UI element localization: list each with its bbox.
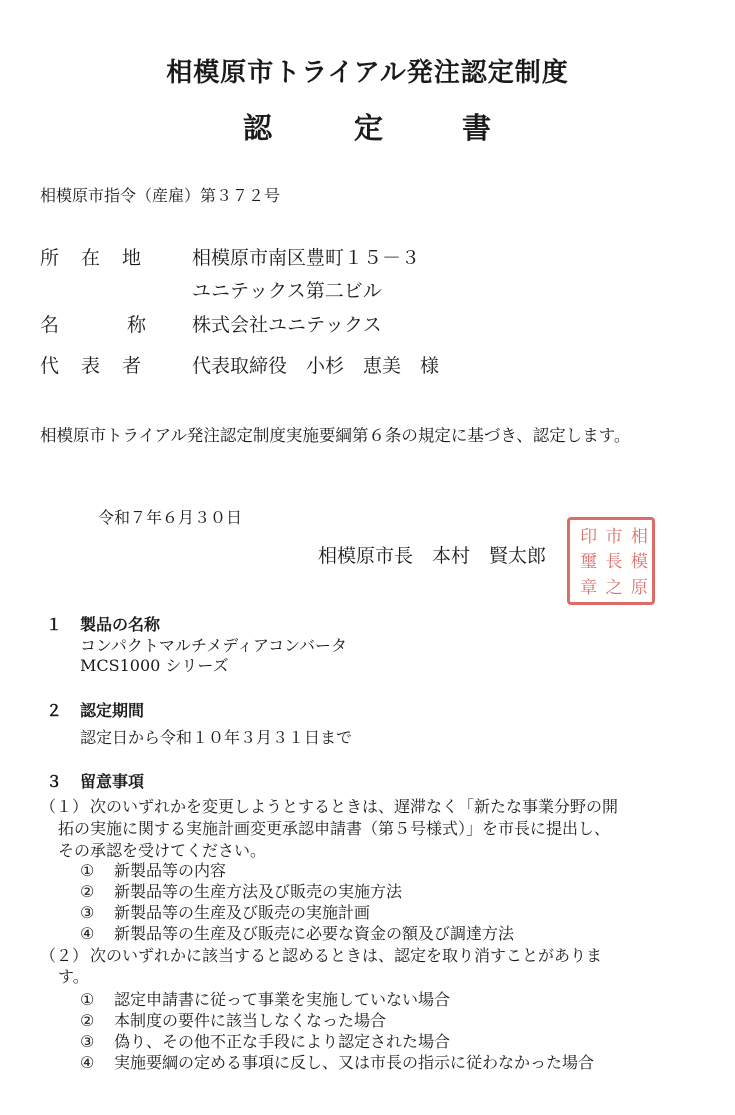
list-item — [80, 1008, 386, 1031]
item-text: 新製品等の内容 — [114, 861, 227, 880]
seal-char: 模 — [626, 552, 647, 570]
list-item — [80, 1050, 594, 1073]
paragraph-1-line2: 拓の実施に関する実施計画変更承認申請書（第５号様式）」を市長に提出し、 — [58, 819, 611, 838]
seal-char: 印 — [576, 527, 597, 545]
item-text: 偽り、その他不正な手段により認定された場合 — [114, 1032, 451, 1051]
item-marker: ④ — [80, 924, 95, 943]
seal-char: 原 — [626, 577, 647, 595]
item-marker: ④ — [80, 1053, 95, 1072]
paragraph-2-line2: す。 — [58, 967, 89, 986]
item-text: 本制度の要件に該当しなくなった場合 — [114, 1011, 387, 1030]
seal-char: 市 — [601, 527, 622, 545]
seal-char: 璽 — [576, 552, 597, 570]
paragraph-1-marker: （１） — [40, 797, 89, 816]
item-text: 新製品等の生産及び販売に必要な資金の額及び調達方法 — [114, 924, 515, 943]
address-label: 所在地 — [40, 247, 164, 269]
subtitle-char-1: 認 — [243, 111, 273, 145]
list-item — [80, 921, 514, 944]
list-item — [80, 987, 450, 1010]
paragraph-2-marker: （２） — [40, 946, 89, 965]
section-3-heading: 留意事項 — [80, 772, 145, 791]
seal-char: 長 — [601, 552, 622, 570]
representative-name: 代表取締役 小杉 恵美 様 — [192, 355, 440, 377]
seal-char: 章 — [576, 577, 597, 595]
section-3-number: ３ — [46, 772, 63, 791]
section-1-heading: 製品の名称 — [80, 615, 161, 634]
issuer-name: 相模原市長 本村 賢太郎 — [318, 545, 547, 567]
seal-char: 之 — [601, 577, 622, 595]
paragraph-2-line1: 次のいずれかに該当すると認めるときは、認定を取り消すことがありま — [90, 946, 603, 965]
item-text: 実施要綱の定める事項に反し、又は市長の指示に従わなかった場合 — [114, 1053, 595, 1072]
seal-char: 相 — [626, 527, 647, 545]
certification-period: 認定日から令和１０年３月３１日まで — [80, 728, 353, 747]
company-name: 株式会社ユニテックス — [192, 314, 382, 336]
list-item — [80, 879, 402, 902]
item-text: 認定申請書に従って事業を実施していない場合 — [114, 990, 451, 1009]
item-marker: ① — [80, 990, 95, 1009]
subtitle-char-3: 書 — [462, 111, 492, 145]
reference-number: 相模原市指令（産雇）第３７２号 — [40, 186, 281, 205]
item-marker: ③ — [80, 1032, 95, 1051]
product-name-line2: MCS1000 シリーズ — [80, 656, 229, 675]
section-1-number: １ — [46, 615, 63, 634]
item-marker: ① — [80, 861, 95, 880]
official-seal — [567, 517, 655, 605]
name-label: 名称 — [40, 314, 215, 336]
paragraph-1-line1: 次のいずれかを変更しようとするときは、遅滞なく「新たな事業分野の開 — [90, 797, 619, 816]
item-text: 新製品等の生産及び販売の実施計画 — [114, 903, 371, 922]
item-marker: ③ — [80, 903, 95, 922]
document-title: 相模原市トライアル発注認定制度 — [166, 58, 569, 88]
address-line2: ユニテックス第二ビル — [192, 280, 382, 302]
item-marker: ② — [80, 882, 95, 901]
issue-date: 令和７年６月３０日 — [98, 508, 243, 527]
section-2-heading: 認定期間 — [80, 701, 145, 720]
address-line1: 相模原市南区豊町１５－３ — [192, 247, 421, 269]
item-marker: ② — [80, 1011, 95, 1030]
subtitle-char-2: 定 — [354, 111, 384, 145]
list-item — [80, 1029, 450, 1052]
product-name-line1: コンパクトマルチメディアコンバータ — [80, 636, 348, 655]
paragraph-1-line3: その承認を受けてください。 — [58, 841, 267, 860]
list-item — [80, 858, 226, 881]
list-item — [80, 900, 370, 923]
basis-statement: 相模原市トライアル発注認定制度実施要綱第６条の規定に基づき、認定します。 — [40, 426, 631, 445]
item-text: 新製品等の生産方法及び販売の実施方法 — [114, 882, 403, 901]
section-2-number: ２ — [46, 701, 63, 720]
representative-label: 代表者 — [40, 355, 164, 377]
